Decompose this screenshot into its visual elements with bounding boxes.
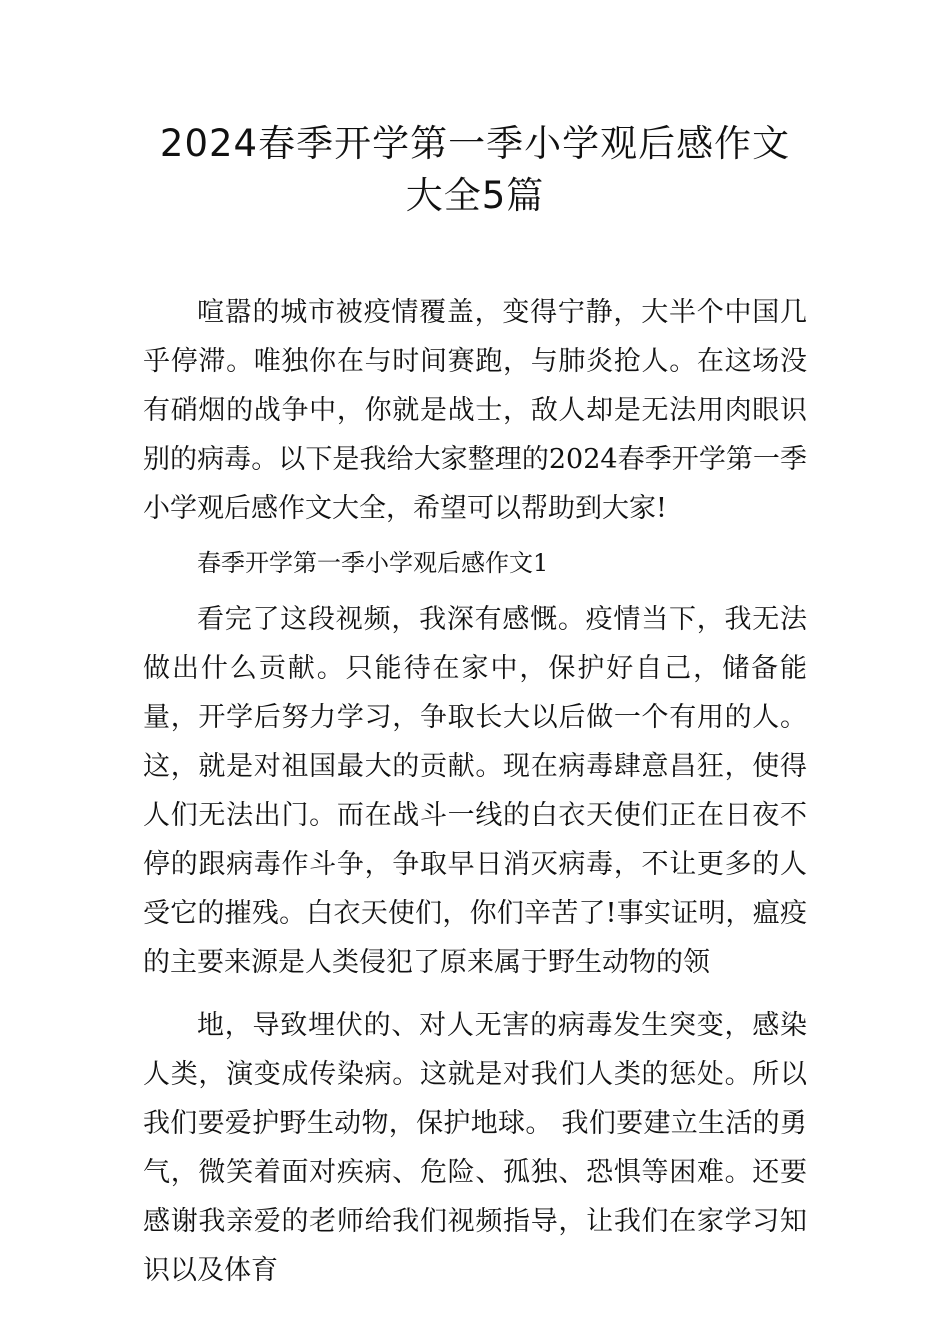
body-paragraph-2: 地，导致埋伏的、对人无害的病毒发生突变，感染人类，演变成传染病。这就是对我们人类的惩处。所以我们要爱护野生动物，保护地球。 我们要建立生活的勇气，微笑着面对疾病、危险、孤独、恐惧等困难。还要感谢我亲爱的老师给我们视频指导，让我们在家学习知识以及体育 <box>143 1010 807 1286</box>
document-title: 2024春季开学第一季小学观后感作文大全5篇 <box>159 122 791 217</box>
section-heading: 春季开学第一季小学观后感作文1 <box>197 549 549 577</box>
intro-paragraph: 喧嚣的城市被疫情覆盖，变得宁静，大半个中国几乎停滞。唯独你在与时间赛跑，与肺炎抢人。在这场没有硝烟的战争中，你就是战士，敌人却是无法用肉眼识别的病毒。以下是我给大家整理的2024春季开学第一季小学观后感作文大全，希望可以帮助到大家! <box>143 297 807 524</box>
body-paragraph-1: 看完了这段视频，我深有感慨。疫情当下，我无法做出什么贡献。只能待在家中，保护好自己，储备能量，开学后努力学习，争取长大以后做一个有用的人。这，就是对祖国最大的贡献。现在病毒肆意昌狂，使得人们无法出门。而在战斗一线的白衣天使们正在日夜不停的跟病毒作斗争，争取早日消灭病毒，不让更多的人受它的摧残。白衣天使们，你们辛苦了!事实证明，瘟疫的主要来源是人类侵犯了原来属于野生动物的领 <box>143 604 807 978</box>
